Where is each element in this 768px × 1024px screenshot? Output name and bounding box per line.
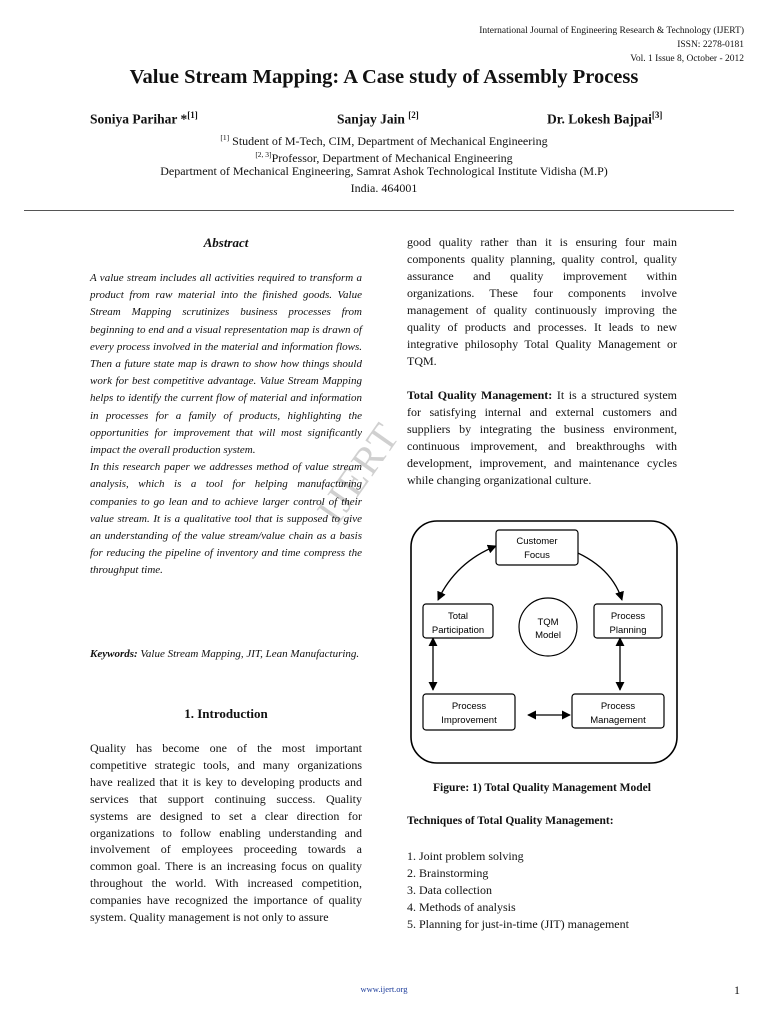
journal-name: International Journal of Engineering Research & Technology (IJERT) (479, 26, 744, 36)
introduction-body: Quality has become one of the most important competitive strategic tools, and many organizations have realized that it is key to developing products and services that support continuing success. Quality systems are designed to set a clear direction for organizations to follow enabling understanding and involvement of employees proceeding towards a common goal. There is an increasing focus on quality throughout the world. With increased competition, companies have recognized the importance of quality system. Quality management is not only to assure (90, 741, 362, 925)
tqm-model-diagram (410, 520, 678, 764)
techniques-heading: Techniques of Total Quality Management: (407, 815, 614, 827)
author-2-ref: [2] (408, 110, 419, 120)
svg-text:Improvement: Improvement (441, 715, 497, 726)
author-3-name: Dr. Lokesh Bajpai (547, 111, 652, 127)
list-item: 1. Joint problem solving (407, 849, 524, 863)
introduction-heading: 1. Introduction (184, 706, 268, 721)
keywords (90, 646, 362, 664)
svg-text:TQM: TQM (537, 617, 559, 628)
author-1-ref: [1] (187, 110, 198, 120)
techniques-list (407, 848, 707, 933)
svg-text:Model: Model (535, 630, 561, 641)
svg-text:Process: Process (451, 701, 487, 712)
journal-header (344, 24, 744, 66)
affiliation-2-ref: [2, 3] (255, 150, 272, 159)
node-process-planning (594, 604, 662, 638)
page-number: 1 (734, 983, 740, 997)
svg-text:Process: Process (600, 701, 636, 712)
affiliation-2-text: Professor, Department of Mechanical Engineering (271, 151, 513, 165)
author-2-name: Sanjay Jain (337, 111, 409, 127)
node-customer-focus (496, 530, 578, 565)
author-2 (337, 110, 419, 128)
node-process-improvement (423, 694, 515, 730)
list-item: 5. Planning for just-in-time (JIT) management (407, 917, 629, 931)
abstract-para-2: In this research paper we addresses method of value stream analysis, which is a tool for helping manufacturing companies to go lean and to achieve larger control of their value stream. It is a qualitative tool that is supposed to give an understanding of the value stream/value chain as a basis for reducing the pipeline of inventory and time compress the throughput time. (90, 461, 362, 577)
location: India. 464001 (350, 181, 418, 195)
figure-caption: Figure: 1) Total Quality Management Model (433, 782, 651, 794)
tqm-definition (407, 387, 677, 489)
svg-text:Process: Process (610, 611, 646, 622)
right-column-para-1: good quality rather than it is ensuring four main components quality planning, quality control, quality assurance and quality improvement within organizations. These four components involve management of quality continuously improving the quality of products and processes. It leads to new integrative philosophy Total Quality Management or TQM. (407, 235, 677, 368)
author-1 (90, 110, 198, 128)
tqm-label: Total Quality Management: (407, 388, 553, 402)
svg-text:Planning: Planning (609, 625, 647, 636)
abstract-para-1: A value stream includes all activities required to transform a product from raw material into the finished goods. Value Stream Mapping scrutinizes business processes from beginning to end and a visual representation map is drawn of every process involved in the material and information flows. Then a future state map is drawn to show how things should work for best competitive advantage. Value Stream Mapping helps to identify the current flow of material and information in processes for a family of products, highlighting the opportunities for improvement that will most significantly impact the overall production system. (90, 272, 362, 457)
svg-text:Focus: Focus (524, 550, 550, 561)
author-3-ref: [3] (651, 110, 663, 120)
affiliation-1-ref: [1] (220, 133, 230, 142)
list-item: 4. Methods of analysis (407, 900, 516, 914)
svg-text:Participation: Participation (431, 625, 485, 636)
tqm-text: It is a structured system for satisfying internal and external customers and suppliers by integrating the business environment, continuous improvement, and breakthroughs with development, improvement, and maintenance cycles while changing organizational culture. (407, 388, 678, 487)
paper-title: Value Stream Mapping: A Case study of Assembly Process (129, 66, 639, 88)
node-tqm-model (519, 598, 577, 656)
header-divider (24, 210, 734, 211)
journal-volume: Vol. 1 Issue 8, October - 2012 (630, 54, 744, 64)
author-3 (547, 110, 662, 128)
footer-url-link[interactable]: www.ijert.org (360, 984, 408, 994)
keywords-label: Keywords: (90, 648, 138, 660)
institute: Department of Mechanical Engineering, Samrat Ashok Technological Institute Vidisha (M.P) (160, 164, 608, 178)
affiliation-1-text: Student of M-Tech, CIM, Department of Mechanical Engineering (229, 134, 548, 148)
abstract-heading: Abstract (203, 235, 249, 250)
svg-text:Customer: Customer (516, 536, 558, 547)
journal-issn: ISSN: 2278-0181 (677, 40, 744, 50)
abstract-body (90, 270, 362, 580)
svg-text:Management: Management (590, 715, 646, 726)
keywords-text: Value Stream Mapping, JIT, Lean Manufacturing. (137, 648, 360, 660)
node-process-management (572, 694, 664, 728)
list-item: 2. Brainstorming (407, 866, 489, 880)
author-1-name: Soniya Parihar * (90, 111, 188, 127)
watermark: IJERT (307, 413, 409, 532)
svg-text:Total: Total (447, 611, 469, 622)
node-total-participation (423, 604, 493, 638)
list-item: 3. Data collection (407, 883, 492, 897)
